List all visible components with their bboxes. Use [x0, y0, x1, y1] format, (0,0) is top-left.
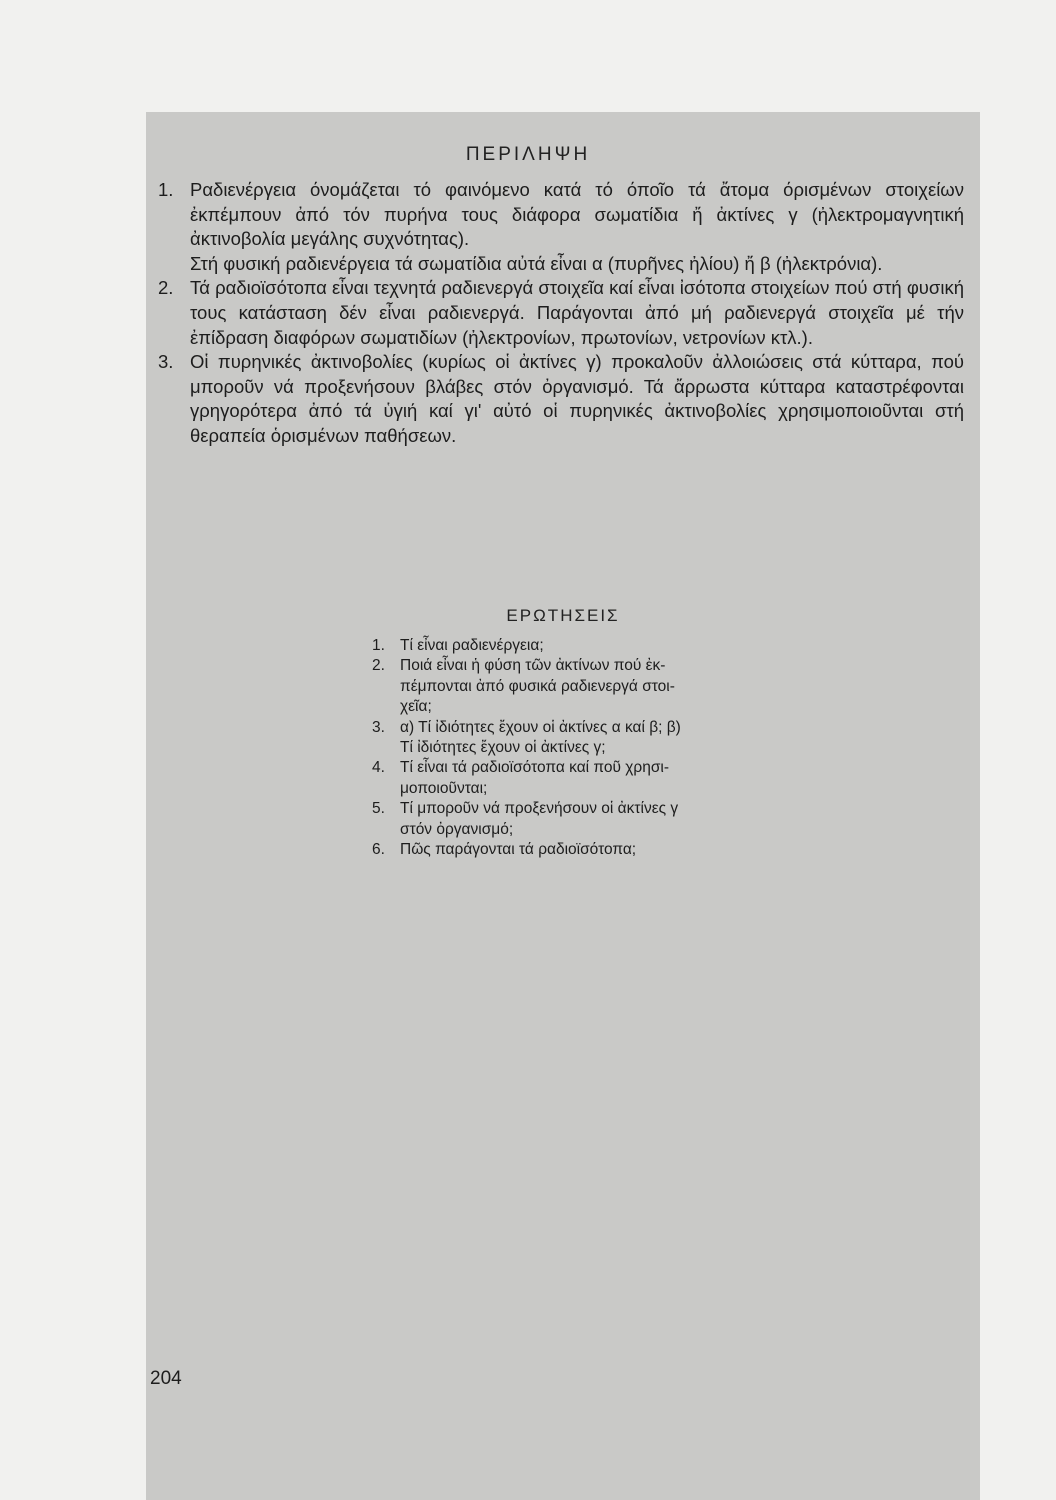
- question-item: [372, 799, 772, 840]
- summary-paragraph: Στή φυσική ραδιενέργεια τά σωματίδια αὐτά εἶναι α (πυρῆνες ἠλίου) ἤ β (ἠλεκτρόνια).: [190, 252, 883, 274]
- question-line: στόν ὀργανισμό;: [400, 820, 514, 838]
- page-number: 204: [150, 1368, 182, 1389]
- question-item: [372, 656, 772, 717]
- question-number: 5.: [372, 800, 385, 818]
- summary-list: [158, 178, 964, 449]
- question-line: Τί μποροῦν νά προξενήσουν οἱ ἀκτίνες γ: [400, 800, 679, 818]
- question-line: Τί εἶναι τά ραδιοϊσότοπα καί ποῦ χρησι-: [400, 759, 670, 777]
- questions-heading: ΕΡΩΤΗΣΕΙΣ: [506, 606, 620, 625]
- summary-item: [158, 350, 964, 448]
- question-number: 1.: [372, 637, 385, 654]
- question-number: 2.: [372, 657, 385, 675]
- question-item: [372, 718, 772, 759]
- question-line: πέμπονται ἀπό φυσικά ραδιενεργά στοι-: [400, 677, 675, 695]
- summary-item: [158, 276, 964, 350]
- question-item: [372, 636, 772, 656]
- summary-item-number: 2.: [158, 277, 174, 299]
- question-item: [372, 758, 772, 799]
- question-number: 6.: [372, 841, 385, 859]
- question-line: μοποιοῦνται;: [400, 779, 488, 797]
- summary-paragraph: Οἱ πυρηνικές ἀκτινοβολίες (κυρίως οἱ ἀκτίνες γ) προκαλοῦν ἀλλοιώσεις στά κύτταρα, πού μποροῦν νά προξενήσουν βλάβες στόν ὀργανισμό. Τά ἄρρωστα κύτταρα καταστρέφονται γρηγορότερα ἀπό τά ὑγιή καί γι' αὐτό οἱ πυρηνικές ἀκτινοβολίες χρησιμοποιοῦνται στή θεραπεία ὁρισμένων παθήσεων.: [190, 351, 964, 446]
- summary-heading: ΠΕΡΙΛΗΨΗ: [465, 144, 591, 165]
- summary-item-number: 1.: [158, 179, 174, 200]
- question-line: χεῖα;: [400, 698, 432, 716]
- summary-item: [158, 178, 964, 276]
- question-item: [372, 840, 772, 860]
- question-line: α) Τί ἰδιότητες ἔχουν οἱ ἀκτίνες α καί β; β): [400, 718, 681, 736]
- summary-paragraph: Τά ραδιοϊσότοπα εἶναι τεχνητά ραδιενεργά στοιχεῖα καί εἶναι ἰσότοπα στοιχείων πού στή φυσική τους κατάσταση δέν εἶναι ραδιενεργά. Παράγονται ἀπό μή ραδιενεργά στοιχεῖα μέ τήν ἐπίδραση διαφόρων σωματιδίων (ἠλεκτρονίων, πρωτονίων, νετρονίων κτλ.).: [190, 277, 964, 348]
- question-line: Τί εἶναι ραδιενέργεια;: [400, 637, 544, 654]
- summary-item-number: 3.: [158, 351, 174, 373]
- question-line: Πῶς παράγονται τά ραδιοϊσότοπα;: [400, 841, 637, 859]
- question-line: Ποιά εἶναι ἡ φύση τῶν ἀκτίνων πού ἐκ-: [400, 657, 666, 675]
- question-number: 3.: [372, 718, 385, 736]
- question-line: Τί ἰδιότητες ἔχουν οἱ ἀκτίνες γ;: [400, 739, 606, 757]
- question-number: 4.: [372, 759, 385, 777]
- summary-paragraph: Ραδιενέργεια όνομάζεται τό φαινόμενο κατά τό όποῖο τά ἄτομα όρισμένων στοιχείων ἐκπέμπουν ἀπό τόν πυρήνα τους διάφορα σωματίδια ἤ ἀκτίνες γ (ἠλεκτρομαγνητική ἀκτινοβολία μεγάλης συχνότητας).: [190, 179, 964, 250]
- questions-list: [372, 636, 772, 860]
